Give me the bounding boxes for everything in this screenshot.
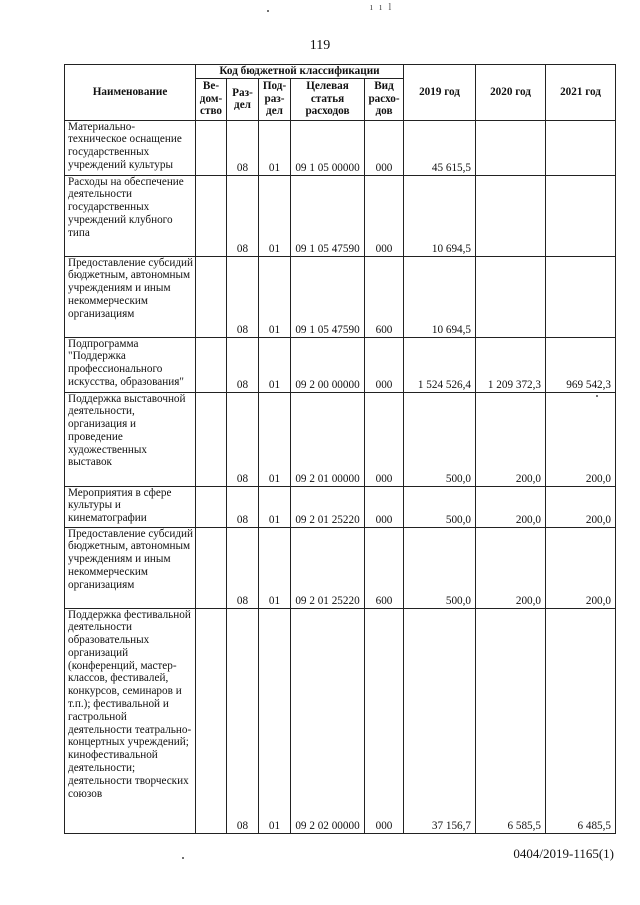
document-code: 0404/2019-1165(1)	[513, 846, 614, 861]
row-2021	[546, 120, 616, 175]
row-name: Поддержка выставочной деятельности, организация и проведение художественных выставок	[65, 392, 196, 486]
row-2019: 37 156,7	[404, 608, 476, 833]
table-row	[65, 608, 616, 833]
row-name: Предоставление субсидий бюджетным, автономным учреждениям и иным некоммерческим организациям	[65, 256, 196, 337]
row-2021: 200,0	[546, 392, 616, 486]
table-row	[65, 486, 616, 527]
row-podrazdel: 01	[259, 608, 291, 833]
budget-table-wrap	[64, 64, 615, 834]
row-name: Предоставление субсидий бюджетным, автономным учреждениям и иным некоммерческим организациям	[65, 527, 196, 608]
scan-dot	[267, 10, 269, 12]
row-razdel: 08	[227, 120, 259, 175]
row-podrazdel: 01	[259, 392, 291, 486]
header-classification-group: Код бюджетной классификации	[196, 65, 404, 79]
row-name: Подпрограмма "Поддержка профессионального искусства, образования"	[65, 337, 196, 392]
row-vedomstvo	[196, 337, 227, 392]
row-razdel: 08	[227, 337, 259, 392]
row-vedomstvo	[196, 527, 227, 608]
row-vid: 000	[365, 337, 404, 392]
top-scan-mark: ı ı l	[370, 2, 394, 13]
row-target: 09 2 01 25220	[291, 527, 365, 608]
row-2020: 200,0	[476, 527, 546, 608]
row-vid: 000	[365, 392, 404, 486]
row-2021	[546, 175, 616, 256]
row-podrazdel: 01	[259, 527, 291, 608]
row-2020	[476, 120, 546, 175]
row-podrazdel: 01	[259, 337, 291, 392]
row-target: 09 1 05 47590	[291, 256, 365, 337]
row-2020	[476, 256, 546, 337]
row-target: 09 2 01 00000	[291, 392, 365, 486]
budget-table	[64, 64, 616, 834]
row-razdel: 08	[227, 527, 259, 608]
header-2019: 2019 год	[404, 65, 476, 121]
row-2019: 10 694,5	[404, 175, 476, 256]
row-2019: 1 524 526,4	[404, 337, 476, 392]
row-2019: 500,0	[404, 392, 476, 486]
table-row	[65, 527, 616, 608]
table-row	[65, 175, 616, 256]
scan-dot	[182, 857, 184, 859]
row-2019: 45 615,5	[404, 120, 476, 175]
row-podrazdel: 01	[259, 486, 291, 527]
row-target: 09 2 00 00000	[291, 337, 365, 392]
header-target-article: Целевая статья расходов	[291, 78, 365, 120]
row-name: Материально-техническое оснащение государственных учреждений культуры	[65, 120, 196, 175]
row-2021: 6 485,5	[546, 608, 616, 833]
row-2021: 200,0	[546, 527, 616, 608]
row-razdel: 08	[227, 392, 259, 486]
row-vedomstvo	[196, 392, 227, 486]
page-number: 119	[309, 38, 331, 53]
row-razdel: 08	[227, 608, 259, 833]
row-2020: 1 209 372,3	[476, 337, 546, 392]
row-2021: 200,0	[546, 486, 616, 527]
row-vid: 000	[365, 120, 404, 175]
row-razdel: 08	[227, 175, 259, 256]
row-2020	[476, 175, 546, 256]
row-2020: 6 585,5	[476, 608, 546, 833]
row-2019: 500,0	[404, 486, 476, 527]
row-name: Поддержка фестивальной деятельности образовательных организаций (конференций, мастер-классов, фестивалей, конкурсов, семинаров и т.п.); фестивальной и гастрольной деятельности театрально-концертных учреждений; кинофестивальной деятельности; деятельности творческих союзов	[65, 608, 196, 833]
table-row	[65, 120, 616, 175]
row-target: 09 1 05 47590	[291, 175, 365, 256]
row-target: 09 2 01 25220	[291, 486, 365, 527]
row-podrazdel: 01	[259, 256, 291, 337]
row-vid: 000	[365, 486, 404, 527]
table-row	[65, 337, 616, 392]
row-razdel: 08	[227, 256, 259, 337]
row-vid: 600	[365, 256, 404, 337]
row-name: Мероприятия в сфере культуры и кинематографии	[65, 486, 196, 527]
row-vedomstvo	[196, 486, 227, 527]
row-vedomstvo	[196, 608, 227, 833]
row-podrazdel: 01	[259, 120, 291, 175]
row-target: 09 1 05 00000	[291, 120, 365, 175]
table-row	[65, 392, 616, 486]
header-name: Наименование	[65, 65, 196, 121]
row-razdel: 08	[227, 486, 259, 527]
row-vedomstvo	[196, 256, 227, 337]
row-vid: 600	[365, 527, 404, 608]
row-2019: 500,0	[404, 527, 476, 608]
row-podrazdel: 01	[259, 175, 291, 256]
row-2020: 200,0	[476, 392, 546, 486]
row-name: Расходы на обеспечение деятельности государственных учреждений клубного типа	[65, 175, 196, 256]
row-vedomstvo	[196, 120, 227, 175]
header-2021: 2021 год	[546, 65, 616, 121]
header-expense-type: Вид расхо-дов	[365, 78, 404, 120]
row-2020: 200,0	[476, 486, 546, 527]
row-vid: 000	[365, 608, 404, 833]
row-target: 09 2 02 00000	[291, 608, 365, 833]
row-2019: 10 694,5	[404, 256, 476, 337]
table-row	[65, 256, 616, 337]
header-2020: 2020 год	[476, 65, 546, 121]
row-2021	[546, 256, 616, 337]
header-razdel: Раз-дел	[227, 78, 259, 120]
row-vid: 000	[365, 175, 404, 256]
row-vedomstvo	[196, 175, 227, 256]
row-2021: 969 542,3	[546, 337, 616, 392]
header-podrazdel: Под-раз-дел	[259, 78, 291, 120]
header-vedomstvo: Ве-дом-ство	[196, 78, 227, 120]
